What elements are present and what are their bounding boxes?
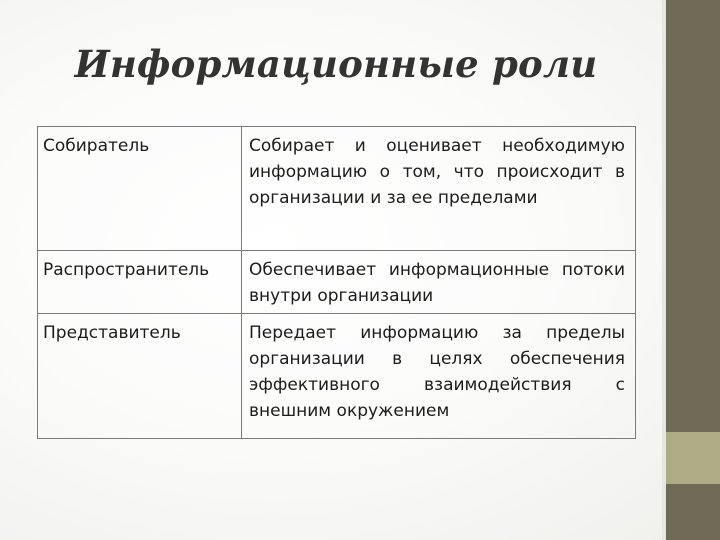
role-name-cell: Распространитель <box>38 251 242 314</box>
role-description-cell: Обеспечивает информационные потоки внутри организации <box>242 251 636 314</box>
role-description-cell: Передает информацию за пределы организации в целях обеспечения эффективного взаимодействия с внешним окружением <box>242 314 636 439</box>
role-description-cell: Собирает и оценивает необходимую информацию о том, что происходит в организации и за ее пределами <box>242 127 636 251</box>
table-row <box>38 251 636 314</box>
roles-table <box>37 126 636 439</box>
side-decorative-bar <box>666 0 720 540</box>
role-name-cell: Представитель <box>38 314 242 439</box>
side-bar-accent-block <box>666 432 720 484</box>
table-row <box>38 314 636 439</box>
slide-title: Информационные роли <box>74 42 598 86</box>
role-name-cell: Собиратель <box>38 127 242 251</box>
table-row <box>38 127 636 251</box>
